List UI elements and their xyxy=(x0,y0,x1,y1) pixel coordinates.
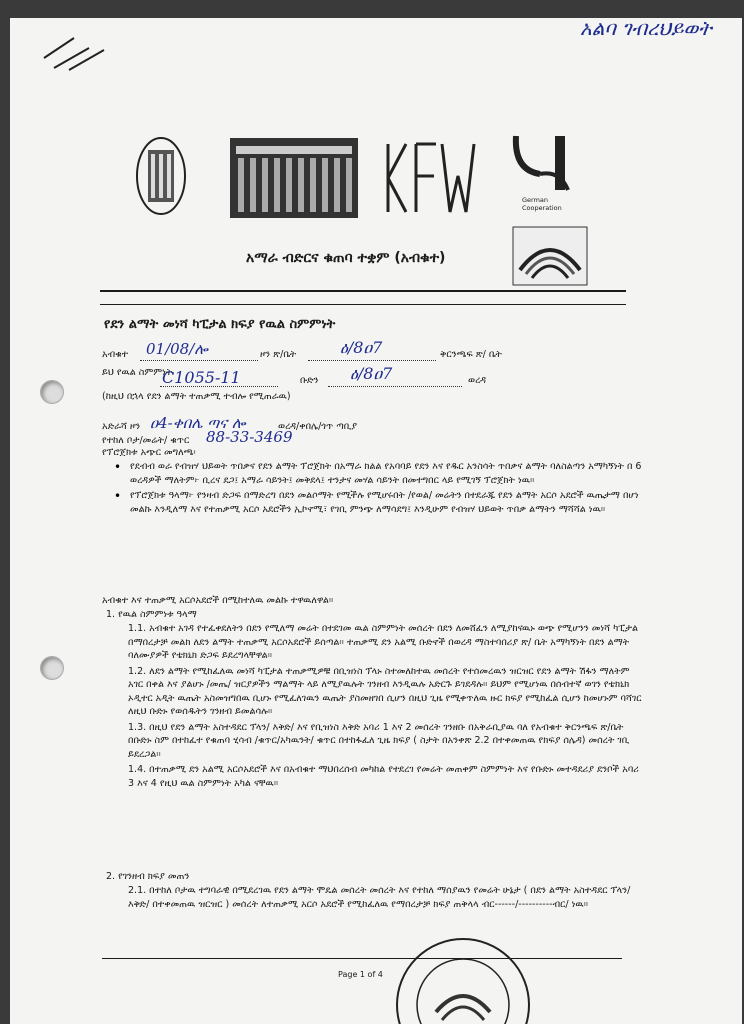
field-label: (ከዚህ በኋላ የደን ልማት ተጠቃሚ ተብሎ የሚጠራዉ) xyxy=(102,391,291,402)
field-line xyxy=(328,386,462,387)
field-label: የተከለ ቦታ/መሬት/ ቁጥር xyxy=(102,435,190,446)
field-label: አብቁተ xyxy=(102,349,128,360)
field-label: ቅርንጫፍ ጽ/ ቤት xyxy=(440,349,502,360)
document-page xyxy=(10,18,742,1024)
scan-artifact xyxy=(34,28,114,78)
bullet-dot: • xyxy=(114,460,122,474)
acsi-logo xyxy=(512,226,588,286)
bullet-list xyxy=(114,460,644,516)
field-label: ወረዳ/ቀበሌ/ጎጥ ጣቢያ xyxy=(278,421,357,432)
list-item xyxy=(114,489,644,516)
field-label: አድራሻ ዞን xyxy=(102,421,141,432)
field-label: ወረዳ xyxy=(468,375,487,386)
bullet-dot: • xyxy=(114,489,122,503)
handwritten-value: ዕ/8ዐ7 xyxy=(340,338,383,357)
field-label: ቡድን xyxy=(300,375,319,386)
institution-title: አማራ ብድርና ቁጠባ ተቋም (አብቁተ) xyxy=(246,250,446,266)
clause-text: 2.1. በተከለ ቦታዉ ተግባራዊ በሚደረገዉ የደን ልማት ሞዴል መሰረት መሰረት እና የተከለ ማሰያዉን የመሬት ሁኔታ ( በደን ልማት አስተዳደር ፕላን/እቅድ/ በተቀመጠዉ ዝርዝር ) መሰረት ለተጠቃሚ አርሶ አደሮች የሚከፈለዉ የማበረታቻ ክፍያ ጠቅላላ ብር------/----------ብር/ ነዉ። xyxy=(128,885,631,910)
handwritten-note: አልባ ገብረህይወት xyxy=(580,18,712,40)
clause-text: 1.4. በተጠቃሚ ደን አልሚ አርሶአደሮች እና በአብቁተ ማህበረሰብ መካከል የተደረገ የመሬት መጠቀም ስምምነት እና የቡድኑ መተዳደሪያ ደንቦች አባሪ 3 እና 4 የዚህ ዉል ስምምነት አካል ናቸዉ። xyxy=(128,764,639,789)
official-stamp xyxy=(388,930,538,1024)
field-label: የፕሮጀክቱ አጭር መግለጫ፡ xyxy=(102,447,196,458)
handwritten-value: C1055-11 xyxy=(162,368,241,387)
building-logo xyxy=(136,136,186,216)
section-heading: 1. የዉል ስምምነቱ ዓላማ xyxy=(106,609,197,620)
list-item xyxy=(114,460,644,487)
field-line xyxy=(140,360,258,361)
handwritten-value: 01/08/ሎ xyxy=(146,340,208,358)
handwritten-value: ዐ4-ቀበሌ ጣና ሎ xyxy=(150,414,246,432)
kfw-logo xyxy=(382,136,476,220)
punch-hole xyxy=(40,380,64,404)
intro-text: አብቁተ እና ተጠቃሚ አርሶአደሮች በሚከተለዉ መልኩ ተዋዉለዋል። xyxy=(102,595,334,606)
section-items xyxy=(128,622,642,790)
bullet-text: የፕሮጀክቱ ዓላማ፦ የንዛብ ድጋፍ በማድረግ በደን መልሶማት የሚችሉ የሚሆሩበት /የወል/ መሬትን በተደራጁ የደን ልማት አርሶ አደሮች ዉጤታማ በሆነ መልኩ እንዲለማ እና የተጠቃሚ አርሶ አደሮችን ኢኮኖሚ፣ የገቢ ምንጭ ለማሳደግ፤ እንዲሁም የብዝሃ ህይወት ጥበቃ ልማትን ማሻሻል ነዉ። xyxy=(130,490,639,515)
header-rule xyxy=(100,290,626,292)
page-number: Page 1 of 4 xyxy=(338,970,383,979)
clause-text: 1.3. በዚህ የደን ልማት አስተዳደር ፕላን/ እቅድ/ እና የቢዝነስ እቅድ አባሪ 1 እና 2 መሰረት ገንዘቡ በአቅራቢያዉ ባለ የአብቁተ ቅርንጫፍ ጽ/ቤት በቡድኑ ስም በተከፈተ የቁጠባ ሂሳብ /ቁጥር/አካዉንት/ ቁጥር በተከፋፈለ ጊዜ ክፍያ ( ስታት በአንቀጽ 2.2 በተቀመጠዉ የክፍያ ሰሌዳ) መሰረት ገቢ ይደረጋል። xyxy=(128,721,630,760)
field-line xyxy=(308,360,436,361)
handwritten-value: ዕ/8ዐ7 xyxy=(350,364,393,383)
punch-hole xyxy=(40,656,64,680)
clause-text: 1.2. ለደን ልማት የሚከፈለዉ መነሻ ካፒታል ተጠቃሚዎቹ በቢዝነስ ፕላኑ ስተመለከተዉ መሰረት የተሰመረዉን ዝርዝር የደን ልማት ሽፋን ማለትም አገር በቀል እና ያልሆኑ /መጤ/ ዝርያዎችን ማልማት ላይ ለሚያዉሉት ገንዘብ እንዲዉሉ አድርጉ ይገደዳሉ። ይህም የሚሆነዉ በሰብተኛ ወገን የቴክኒክ ኦዲተር አዲት ዉጤት አስመዝግበዉ ቢሆኑ የሚፈለገዉን ዉጤት ያስመዘገበ ሲሆን በዚህ ጊዜ የሚቀጥለዉ ዙር ክፍያ የሚከፈል ሲሆን ከመሆኑም ባሻገር ለዚህ ቡድኑ የወሰዱትን ገንዘብ ይመልሳሉ። xyxy=(128,665,642,717)
footer-rule xyxy=(102,958,622,959)
handwritten-value: 88-33-3469 xyxy=(206,428,293,446)
german-cooperation-logo xyxy=(510,130,590,222)
kfw-bank-logo xyxy=(228,136,360,220)
field-label: ይህ የዉል ስምምነት xyxy=(102,367,173,378)
section-heading: 2. የገንዘብ ክፍያ መጠን xyxy=(106,871,190,882)
document-title: የደን ልማት መነሻ ካፒታል ክፍያ የዉል ስምምነት xyxy=(104,317,336,332)
header-rule-thin xyxy=(100,304,626,305)
german-cooperation-text: German Cooperation xyxy=(522,196,562,212)
field-label: ዞን ጽ/ቤት xyxy=(260,349,297,360)
clause-text: 1.1. አብቁተ አገዳ የተፈቀደለትን በደን የሚለማ መሬት በተደገመ ዉል ስምምነት መሰረት በደን ለመሸፈን ለሚያከናዉኑ ወጭ የሚሆንን መነሻ ካፒታል በማበረታቻ መልክ ለደን ልማት ተጠቃሚ አርሶአደሮች ይሰጣል። ተጠቃሚ ደን አልሚ ቡድኖች በወረዳ ማስተባበሪያ ጽ/ ቤት አማካኝነት በደን ልማት ባለሙያዎች የቴክኒክ ድጋፍ ይደረግላቸዋል። xyxy=(128,623,639,661)
bullet-text: የደብብ ወራ የብዝሃ ህይወት ጥበቃና የደን ልማት ፕሮጀክት በአማራ ክልል የአባባይ የደን እና የዱር አንስሳት ጥበቃና ልማት ባለስልጣን አማካኝነት በ 6 ወረዳዎች ማለትም፦ ቢረና ደጋ፤ አማራ ሳይንት፤ መቅደላ፤ ተንታና መሃል ሳይንት በመተግበር ላይ የሚገኝ ፕሮጀክት ነዉ። xyxy=(130,461,642,486)
